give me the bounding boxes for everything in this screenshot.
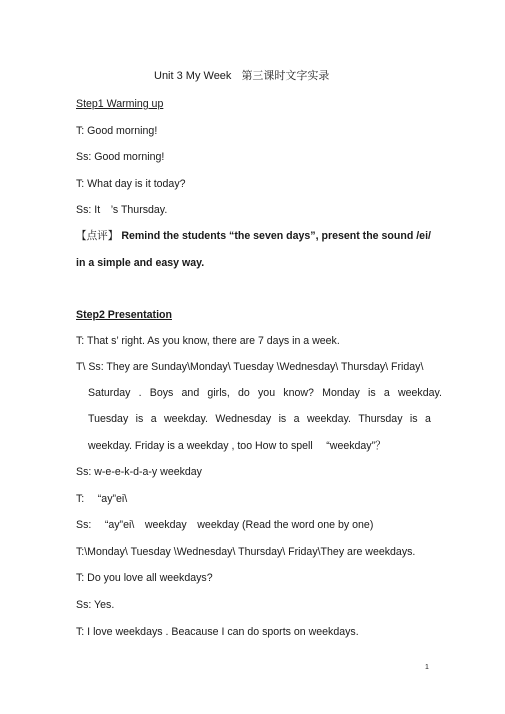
step2-heading: Step2 Presentation <box>76 309 172 321</box>
word: a <box>150 413 157 425</box>
word: Wednesday <box>215 413 272 425</box>
step1-heading: Step1 Warming up <box>76 98 164 110</box>
word: Monday <box>322 387 360 399</box>
word: girls, <box>207 387 230 399</box>
teacher-note <box>76 229 431 243</box>
dialogue-line: T: I love weekdays . Beacause I can do sports on weekdays. <box>76 626 359 638</box>
word: you <box>258 387 276 399</box>
dialogue-line: T: What day is it today? <box>76 178 186 190</box>
word: a <box>293 413 300 425</box>
paragraph-line-2 <box>88 386 442 400</box>
dialogue-line: T: “ay”ei\ <box>76 493 128 505</box>
word: weekday. <box>306 413 351 425</box>
dialogue-line: Ss: Good morning! <box>76 151 165 163</box>
title-chinese: 第三课时文字实录 <box>241 69 330 82</box>
word: Tuesday <box>88 413 129 425</box>
dialogue-line: T: Do you love all weekdays? <box>76 572 213 584</box>
dialogue-line: T:\Monday\ Tuesday \Wednesday\ Thursday\ Friday\They are weekdays. <box>76 546 416 558</box>
note-text: Remind the students “the seven days”, present the sound /ei/ <box>118 230 431 242</box>
note-text-continued: in a simple and easy way. <box>76 257 205 269</box>
dialogue-line: T: That s’ right. As you know, there are 7 days in a week. <box>76 335 340 347</box>
document-title <box>154 69 329 83</box>
word: weekday. <box>164 413 208 425</box>
paragraph-line-4: weekday. Friday is a weekday , too How to spell “weekday”？ <box>88 440 386 452</box>
dialogue-line: Ss: “ay”ei\ weekday weekday (Read the word one by one) <box>76 519 374 531</box>
page-number: 1 <box>425 664 429 671</box>
word: . <box>138 387 142 399</box>
word: is <box>278 413 287 425</box>
word: Thursday <box>358 413 403 425</box>
word: a <box>383 387 390 399</box>
dialogue-line: T: Good morning! <box>76 125 158 137</box>
dialogue-line: Ss: It ’s Thursday. <box>76 204 168 216</box>
word: Boys <box>149 387 174 399</box>
word: is <box>368 387 376 399</box>
word: is <box>409 413 418 425</box>
word: and <box>181 387 200 399</box>
word: know? <box>283 387 314 399</box>
dialogue-line: Ss: Yes. <box>76 599 115 611</box>
title-english: Unit 3 My Week <box>154 70 232 82</box>
dialogue-line: Ss: w-e-e-k-d-a-y weekday <box>76 466 202 478</box>
word: do <box>238 387 250 399</box>
note-label: 【点评】 <box>76 230 119 242</box>
word: a <box>424 413 431 425</box>
word: is <box>135 413 144 425</box>
paragraph-line-3 <box>88 412 431 426</box>
paragraph-line-1: T\ Ss: They are Sunday\Monday\ Tuesday \Wednesday\ Thursday\ Friday\ <box>76 361 424 373</box>
word: weekday. <box>398 387 442 399</box>
word: Saturday <box>88 387 131 399</box>
